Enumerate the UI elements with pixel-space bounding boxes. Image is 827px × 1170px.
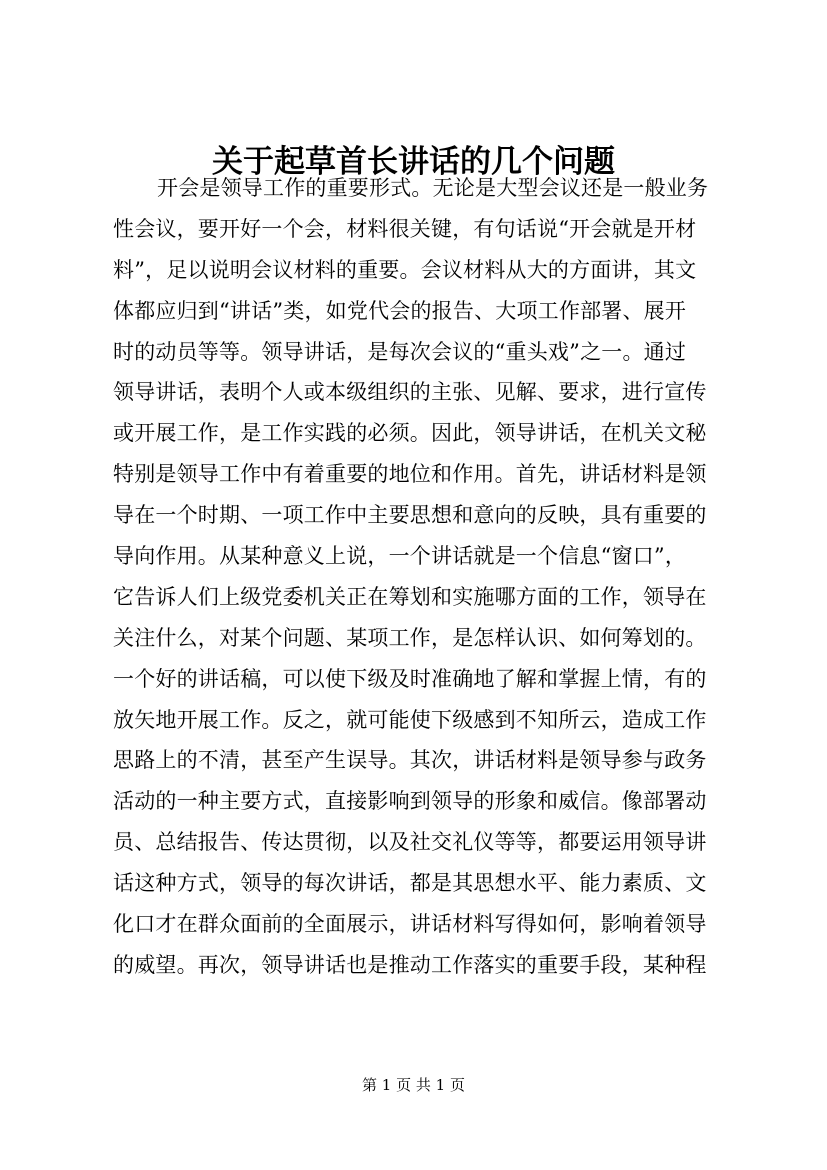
body-line: 料”，足以说明会议材料的重要。会议材料从大的方面讲，其文 bbox=[113, 257, 697, 282]
body-line: 特别是领导工作中有着重要的地位和作用。首先，讲话材料是领 bbox=[113, 462, 707, 487]
body-line: 开会是领导工作的重要形式。无论是大型会议还是一般业务 bbox=[157, 176, 709, 200]
body-line: 的威望。再次，领导讲话也是推动工作落实的重要手段，某种程 bbox=[113, 952, 707, 977]
body-line: 放矢地开展工作。反之，就可能使下级感到不知所云，造成工作 bbox=[113, 707, 707, 732]
body-line: 时的动员等等。领导讲话，是每次会议的“重头戏”之一。通过 bbox=[113, 339, 687, 364]
page-number-footer: 第 1 页 共 1 页 bbox=[362, 1076, 465, 1094]
body-line: 员、总结报告、传达贯彻，以及社交礼仪等等，都要运用领导讲 bbox=[113, 830, 707, 855]
body-line: 导在一个时期、一项工作中主要思想和意向的反映，具有重要的 bbox=[113, 503, 707, 528]
body-line: 化口才在群众面前的全面展示，讲话材料写得如何，影响着领导 bbox=[113, 912, 707, 937]
body-line: 话这种方式，领导的每次讲话，都是其思想水平、能力素质、文 bbox=[113, 871, 707, 896]
body-line: 体都应归到“讲话”类，如党代会的报告、大项工作部署、展开 bbox=[113, 298, 687, 323]
body-line: 一个好的讲话稿，可以使下级及时准确地了解和掌握上情，有的 bbox=[113, 666, 707, 691]
document-body bbox=[113, 168, 753, 986]
body-line: 它告诉人们上级党委机关正在筹划和实施哪方面的工作，领导在 bbox=[113, 584, 707, 609]
document-title: 关于起草首长讲话的几个问题 bbox=[212, 144, 615, 180]
body-line: 导向作用。从某种意义上说，一个讲话就是一个信息“窗口”， bbox=[113, 544, 687, 569]
body-line: 活动的一种主要方式，直接影响到领导的形象和威信。像部署动 bbox=[113, 789, 707, 814]
body-line: 或开展工作，是工作实践的必须。因此，领导讲话，在机关文秘 bbox=[113, 421, 707, 446]
body-line: 关注什么，对某个问题、某项工作，是怎样认识、如何筹划的。 bbox=[113, 625, 707, 650]
body-line: 领导讲话，表明个人或本级组织的主张、见解、要求，进行宣传 bbox=[113, 380, 707, 405]
body-line: 思路上的不清，甚至产生误导。其次，讲话材料是领导参与政务 bbox=[113, 748, 707, 773]
body-line: 性会议，要开好一个会，材料很关键，有句话说“开会就是开材 bbox=[113, 216, 697, 241]
